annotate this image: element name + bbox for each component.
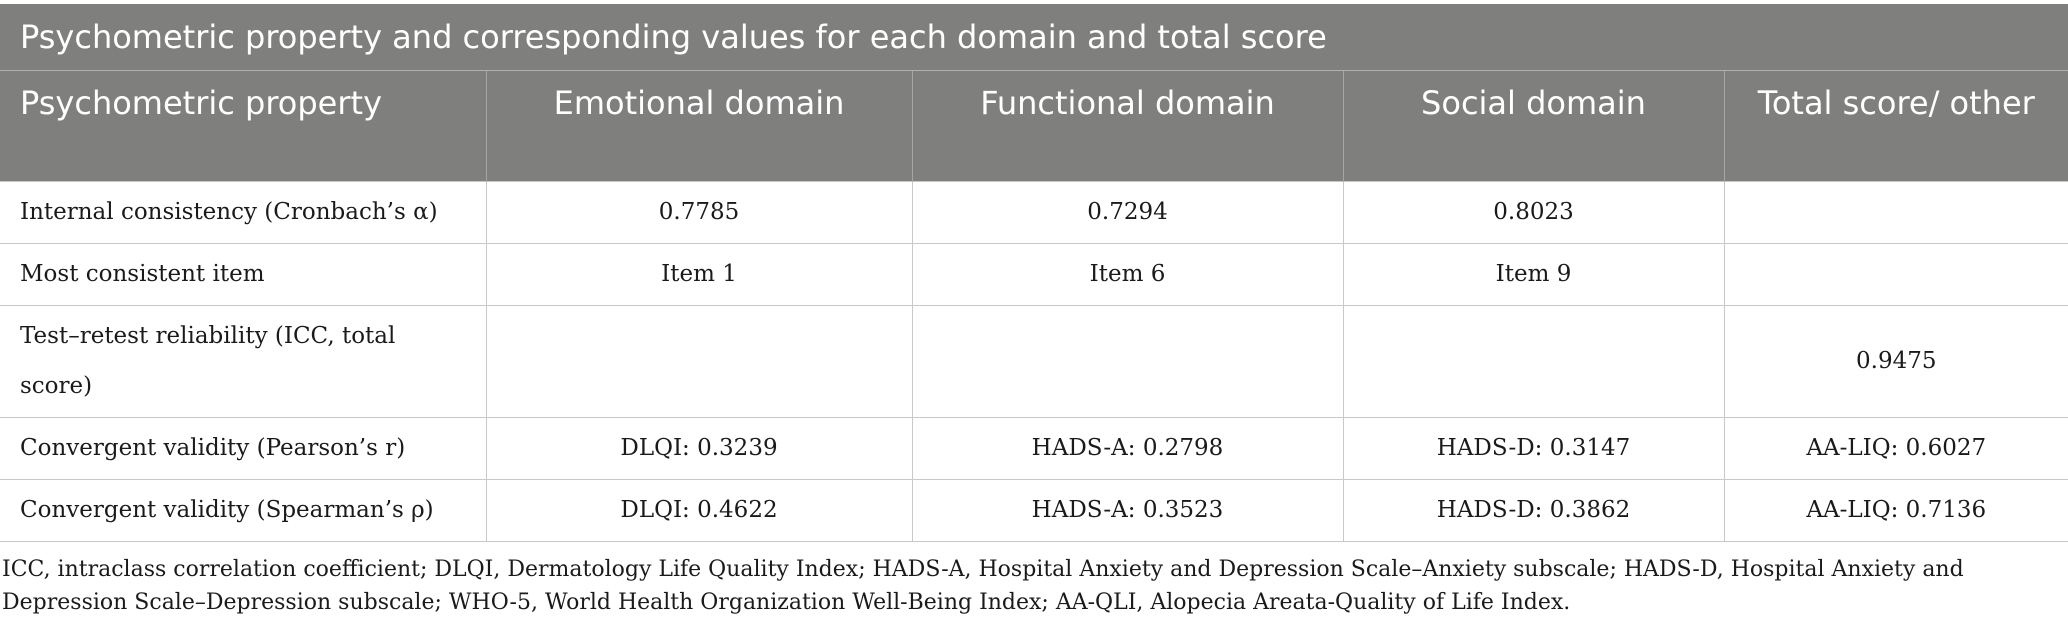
row-label: Internal consistency (Cronbach’s α) <box>0 181 486 243</box>
cell-social: HADS-D: 0.3147 <box>1343 417 1724 479</box>
cell-functional <box>912 305 1343 417</box>
cell-emotional: 0.7785 <box>486 181 912 243</box>
cell-emotional: DLQI: 0.3239 <box>486 417 912 479</box>
cell-social: HADS-D: 0.3862 <box>1343 479 1724 541</box>
cell-functional: HADS-A: 0.3523 <box>912 479 1343 541</box>
header-emotional-domain: Emotional domain <box>486 71 912 181</box>
table-footnote: ICC, intraclass correlation coefficient; DLQI, Dermatology Life Quality Index; HADS-A, Hospital Anxiety and Depression Scale–Anxiety subscale; HADS-D, Hospital Anxiety and Depression Scale–Depression subscale; WHO-5, World Health Organization Well-Being Index; AA-QLI, Alopecia Areata-Quality of Life Index. <box>2 557 1964 615</box>
table-caption: Psychometric property and corresponding values for each domain and total score <box>0 4 2068 71</box>
header-psychometric-property: Psychometric property <box>0 71 486 181</box>
row-label: Most consistent item <box>0 243 486 305</box>
row-label: Convergent validity (Spearman’s ρ) <box>0 479 486 541</box>
cell-functional: Item 6 <box>912 243 1343 305</box>
data-table <box>0 71 2068 542</box>
cell-total: 0.9475 <box>1724 305 2068 417</box>
row-label: Convergent validity (Pearson’s r) <box>0 417 486 479</box>
cell-total: AA-LIQ: 0.7136 <box>1724 479 2068 541</box>
cell-emotional: DLQI: 0.4622 <box>486 479 912 541</box>
header-total-score: Total score/ other <box>1724 71 2068 181</box>
cell-emotional: Item 1 <box>486 243 912 305</box>
cell-emotional <box>486 305 912 417</box>
row-label: Test–retest reliability (ICC, total score) <box>0 305 486 417</box>
header-functional-domain: Functional domain <box>912 71 1343 181</box>
cell-total <box>1724 243 2068 305</box>
table-row <box>0 417 2068 479</box>
table-row <box>0 181 2068 243</box>
psychometric-table <box>0 4 2068 542</box>
cell-functional: 0.7294 <box>912 181 1343 243</box>
cell-functional: HADS-A: 0.2798 <box>912 417 1343 479</box>
table-row <box>0 305 2068 417</box>
cell-total <box>1724 181 2068 243</box>
table-row <box>0 243 2068 305</box>
header-row <box>0 71 2068 181</box>
cell-total: AA-LIQ: 0.6027 <box>1724 417 2068 479</box>
table-row <box>0 479 2068 541</box>
cell-social: 0.8023 <box>1343 181 1724 243</box>
cell-social <box>1343 305 1724 417</box>
cell-social: Item 9 <box>1343 243 1724 305</box>
header-social-domain: Social domain <box>1343 71 1724 181</box>
